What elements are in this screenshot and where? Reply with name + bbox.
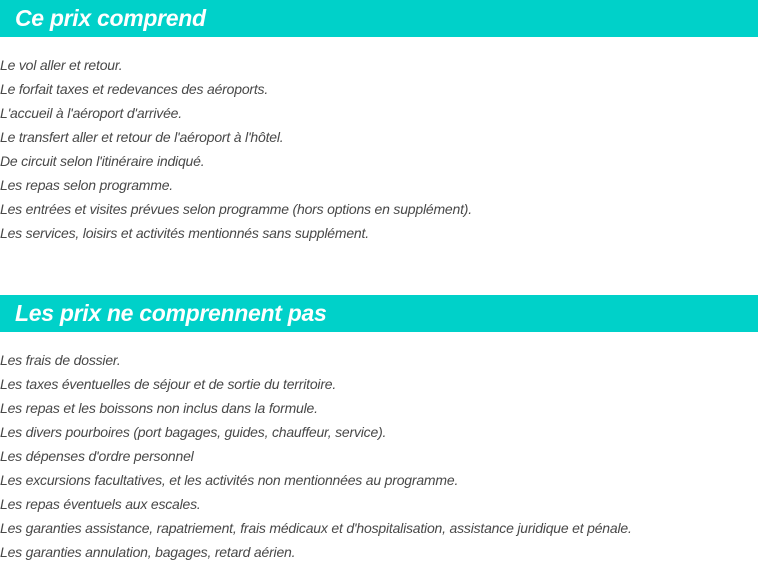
list-item: Les frais de dossier. (0, 352, 121, 368)
price-excludes-header (0, 295, 758, 332)
list-item: Le vol aller et retour. (0, 57, 123, 73)
list-item: Les garanties assistance, rapatriement, frais médicaux et d'hospitalisation, assistance juridique et pénale. (0, 520, 632, 536)
list-item: Les entrées et visites prévues selon programme (hors options en supplément). (0, 201, 472, 217)
price-includes-list (0, 53, 758, 245)
list-item: Les taxes éventuelles de séjour et de sortie du territoire. (0, 376, 337, 392)
list-item: Les repas et les boissons non inclus dans la formule. (0, 400, 318, 416)
list-item: Les excursions facultatives, et les activités non mentionnées au programme. (0, 472, 459, 488)
list-item: Le forfait taxes et redevances des aéroports. (0, 81, 269, 97)
price-excludes-section (0, 295, 758, 564)
price-excludes-title: Les prix ne comprennent pas (15, 300, 327, 326)
list-item: L'accueil à l'aéroport d'arrivée. (0, 105, 182, 121)
list-item: Les divers pourboires (port bagages, guides, chauffeur, service). (0, 424, 387, 440)
list-item: Les repas selon programme. (0, 177, 173, 193)
price-includes-header (0, 0, 758, 37)
price-excludes-list (0, 348, 758, 564)
list-item: Les dépenses d'ordre personnel (0, 448, 194, 464)
list-item: De circuit selon l'itinéraire indiqué. (0, 153, 205, 169)
list-item: Le transfert aller et retour de l'aéroport à l'hôtel. (0, 129, 284, 145)
price-includes-section (0, 0, 758, 245)
list-item: Les services, loisirs et activités mentionnés sans supplément. (0, 225, 369, 241)
list-item: Les repas éventuels aux escales. (0, 496, 201, 512)
list-item: Les garanties annulation, bagages, retard aérien. (0, 544, 296, 560)
price-includes-title: Ce prix comprend (15, 5, 206, 31)
